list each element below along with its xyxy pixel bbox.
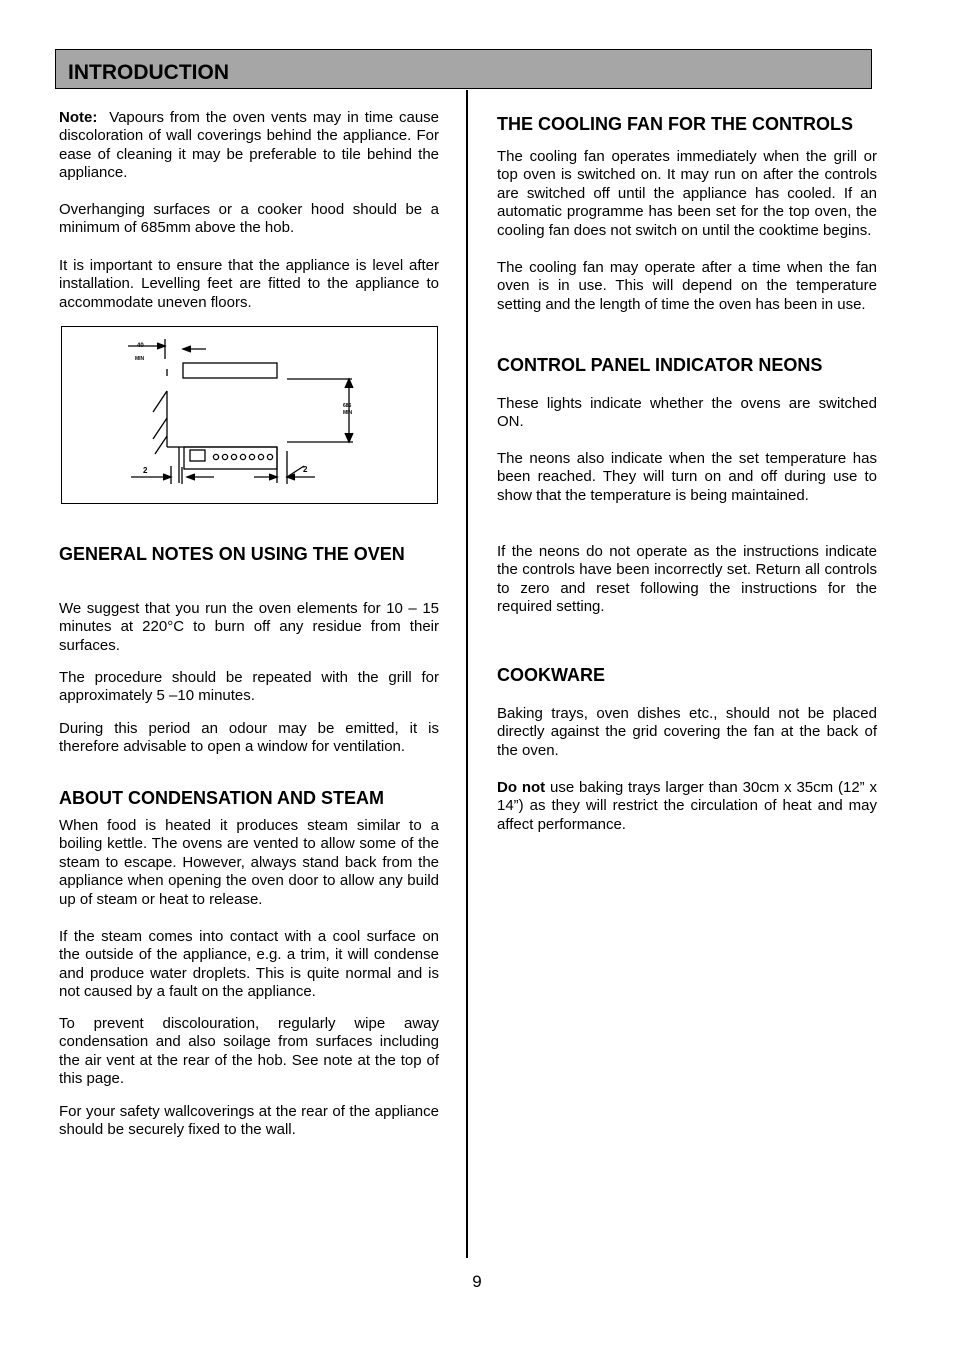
dim-label-2-right: 2 (303, 465, 308, 474)
column-divider (466, 90, 468, 1258)
installation-clearance-diagram (61, 326, 438, 504)
cookware-paragraph-1: Baking trays, oven dishes etc., should not be placed directly against the grid covering the fan at the back of the oven. (497, 705, 877, 759)
cookware-paragraph-2 (497, 779, 877, 834)
condensation-paragraph-3: To prevent discolouration, regularly wipe away condensation and also soilage from surfaces including the air vent at the rear of the hob. See note at the top of this page. (59, 1015, 439, 1088)
note-label: Note: (59, 109, 98, 126)
condensation-paragraph-2: If the steam comes into contact with a cool surface on the outside of the appliance, e.g. a trim, it will condense and produce water droplets. This is quite normal and is not caused by a fault on the appliance. (59, 928, 439, 1001)
condensation-paragraph-4: For your safety wallcoverings at the rear of the appliance should be securely fixed to the wall. (59, 1103, 439, 1139)
overhang-paragraph: Overhanging surfaces or a cooker hood should be a minimum of 685mm above the hob. (59, 201, 439, 237)
page-number: 9 (472, 1272, 482, 1291)
cookware-warning-text: use baking trays larger than 30cm x 35cm (12” x 14”) as they will restrict the circulation of heat and may affect performance. (497, 779, 877, 833)
note-text: Vapours from the oven vents may in time cause discoloration of wall coverings behind the appliance. For ease of cleaning it may be preferable to tile behind the appliance. (59, 109, 440, 182)
note-paragraph (59, 109, 439, 183)
neons-paragraph-1: These lights indicate whether the ovens are switched ON. (497, 395, 877, 431)
section-title: INTRODUCTION (68, 61, 229, 84)
dim-label-min-top: MIN (135, 356, 145, 362)
neons-heading: CONTROL PANEL INDICATOR NEONS (497, 355, 823, 375)
dim-label-685: 685 (343, 403, 352, 409)
general-notes-heading: GENERAL NOTES ON USING THE OVEN (59, 544, 405, 564)
dim-label-min-side: MIN (343, 410, 353, 416)
dim-label-40: 40 (137, 343, 144, 349)
cooling-fan-paragraph-1: The cooling fan operates immediately when the grill or top oven is switched on. It may run on after the controls are switched off until the appliance has cooled. If an automatic programme has been set for the top oven, the cooling fan does not switch on until the cooktime begins. (497, 148, 877, 239)
general-paragraph-1: We suggest that you run the oven elements for 10 – 15 minutes at 220°C to burn off any residue from their surfaces. (59, 600, 439, 654)
cooling-fan-paragraph-2: The cooling fan may operate after a time when the fan oven is in use. This will depend on the temperature setting and the length of time the oven has been in use. (497, 259, 877, 313)
neons-paragraph-3: If the neons do not operate as the instructions indicate the controls have been incorrectly set. Return all controls to zero and reset following the instructions for the required setting. (497, 543, 877, 616)
clearance-drawing (61, 326, 438, 504)
general-paragraph-3: During this period an odour may be emitted, it is therefore advisable to open a window for ventilation. (59, 720, 439, 756)
general-paragraph-2: The procedure should be repeated with the grill for approximately 5 –10 minutes. (59, 669, 439, 705)
cookware-do-not: Do not (497, 779, 546, 796)
cookware-heading: COOKWARE (497, 665, 605, 685)
condensation-heading: ABOUT CONDENSATION AND STEAM (59, 788, 384, 808)
dim-label-2-left: 2 (143, 466, 148, 475)
cooling-fan-heading: THE COOLING FAN FOR THE CONTROLS (497, 114, 853, 134)
neons-paragraph-2: The neons also indicate when the set temperature has been reached. They will turn on and off during use to show that the temperature is being maintained. (497, 450, 877, 504)
section-header (55, 49, 872, 89)
condensation-paragraph-1: When food is heated it produces steam similar to a boiling kettle. The ovens are vented to allow some of the steam to escape. However, always stand back from the appliance when opening the oven door to allow any build up of steam or heat to release. (59, 817, 439, 908)
level-paragraph: It is important to ensure that the appliance is level after installation. Levelling feet are fitted to the appliance to accommodate uneven floors. (59, 257, 439, 311)
